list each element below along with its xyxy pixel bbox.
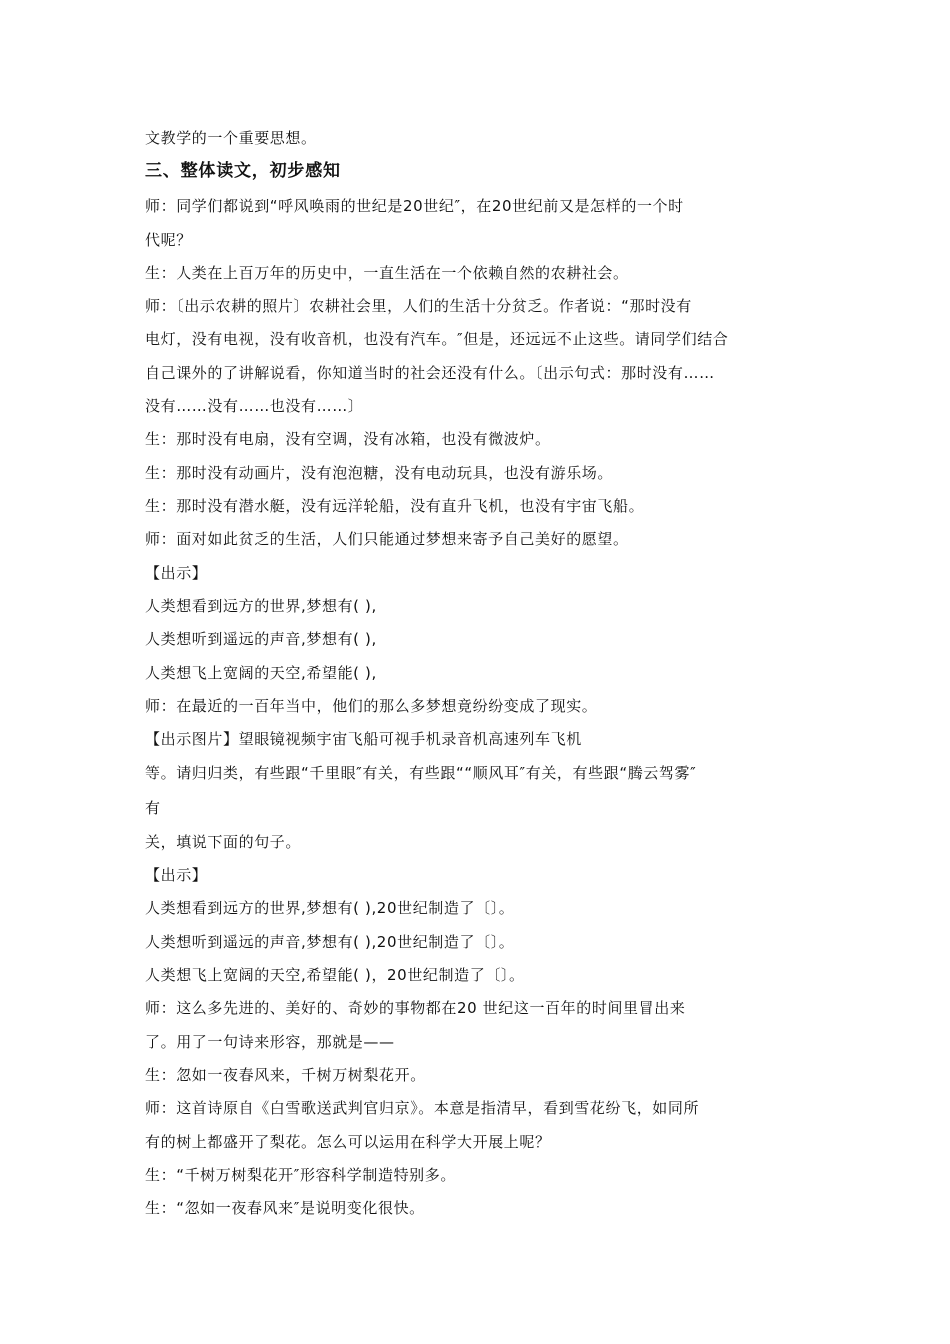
text-line: 生：那时没有电扇，没有空调，没有冰箱，也没有微波炉。 [145,430,551,448]
section-heading: 三、整体读文，初步感知 [145,161,341,181]
text-line: 人类想看到远方的世界,梦想有( ),20世纪制造了〔〕。 [145,899,515,917]
text-line: 生：那时没有动画片，没有泡泡糖，没有电动玩具，也没有游乐场。 [145,464,614,482]
text-line: 电灯，没有电视，没有收音机，也没有汽车。″但是，还远远不止这些。请同学们结合 [145,330,729,348]
text-line: 生：忽如一夜春风来，千树万树梨花开。 [145,1066,426,1084]
text-line: 自己课外的了讲解说看，你知道当时的社会还没有什么。〔出示句式：那时没有…… [145,364,715,382]
text-line: 生：“千树万树梨花开″形容科学制造特别多。 [145,1166,456,1184]
text-line: 有的树上都盛开了梨花。怎么可以运用在科学大开展上呢？ [145,1133,551,1151]
text-line: 人类想飞上宽阔的天空,希望能( ), [145,664,377,682]
text-line: 师：在最近的一百年当中，他们的那么多梦想竟纷纷变成了现实。 [145,697,598,715]
text-line: 人类想听到遥远的声音,梦想有( ),20世纪制造了〔〕。 [145,933,515,951]
text-line: 等。请归归类，有些跟“千里眼″有关，有些跟““顺风耳″有关，有些跟“腾云驾雾″ [145,764,697,782]
text-line: 生：那时没有潜水艇，没有远洋轮船，没有直升飞机，也没有宇宙飞船。 [145,497,645,515]
text-line: 【出示图片】望眼镜视频宇宙飞船可视手机录音机高速列车飞机 [145,730,582,748]
text-line: 没有……没有……也没有……〕 [145,397,364,415]
text-line: 了。用了一句诗来形容，那就是—— [145,1033,395,1051]
text-line: 师：这首诗原自《白雪歌送武判官归京》。本意是指清早，看到雪花纷飞，如同所 [145,1099,700,1117]
text-line: 师：同学们都说到“呼风唤雨的世纪是20世纪″，在20世纪前又是怎样的一个时 [145,197,684,215]
text-line: 【出示】 [145,866,208,884]
text-line: 师：面对如此贫乏的生活，人们只能通过梦想来寄予自己美好的愿望。 [145,530,629,548]
text-line: 生：人类在上百万年的历史中，一直生活在一个依赖自然的农耕社会。 [145,264,629,282]
text-line: 代呢？ [145,231,192,249]
text-line: 文教学的一个重要思想。 [145,129,317,147]
text-line: 人类想听到遥远的声音,梦想有( ), [145,630,377,648]
text-line: 有 [145,799,161,817]
text-line: 人类想飞上宽阔的天空,希望能( )，20世纪制造了〔〕。 [145,966,525,984]
text-line: 关，填说下面的句子。 [145,833,302,851]
text-line: 师：这么多先进的、美好的、奇妙的事物都在20 世纪这一百年的时间里冒出来 [145,999,686,1017]
text-line: 师：〔出示农耕的照片〕农耕社会里，人们的生活十分贫乏。作者说：“那时没有 [145,297,692,315]
text-line: 人类想看到远方的世界,梦想有( ), [145,597,377,615]
text-line: 【出示】 [145,564,208,582]
text-line: 生：“忽如一夜春风来″是说明变化很快。 [145,1199,425,1217]
